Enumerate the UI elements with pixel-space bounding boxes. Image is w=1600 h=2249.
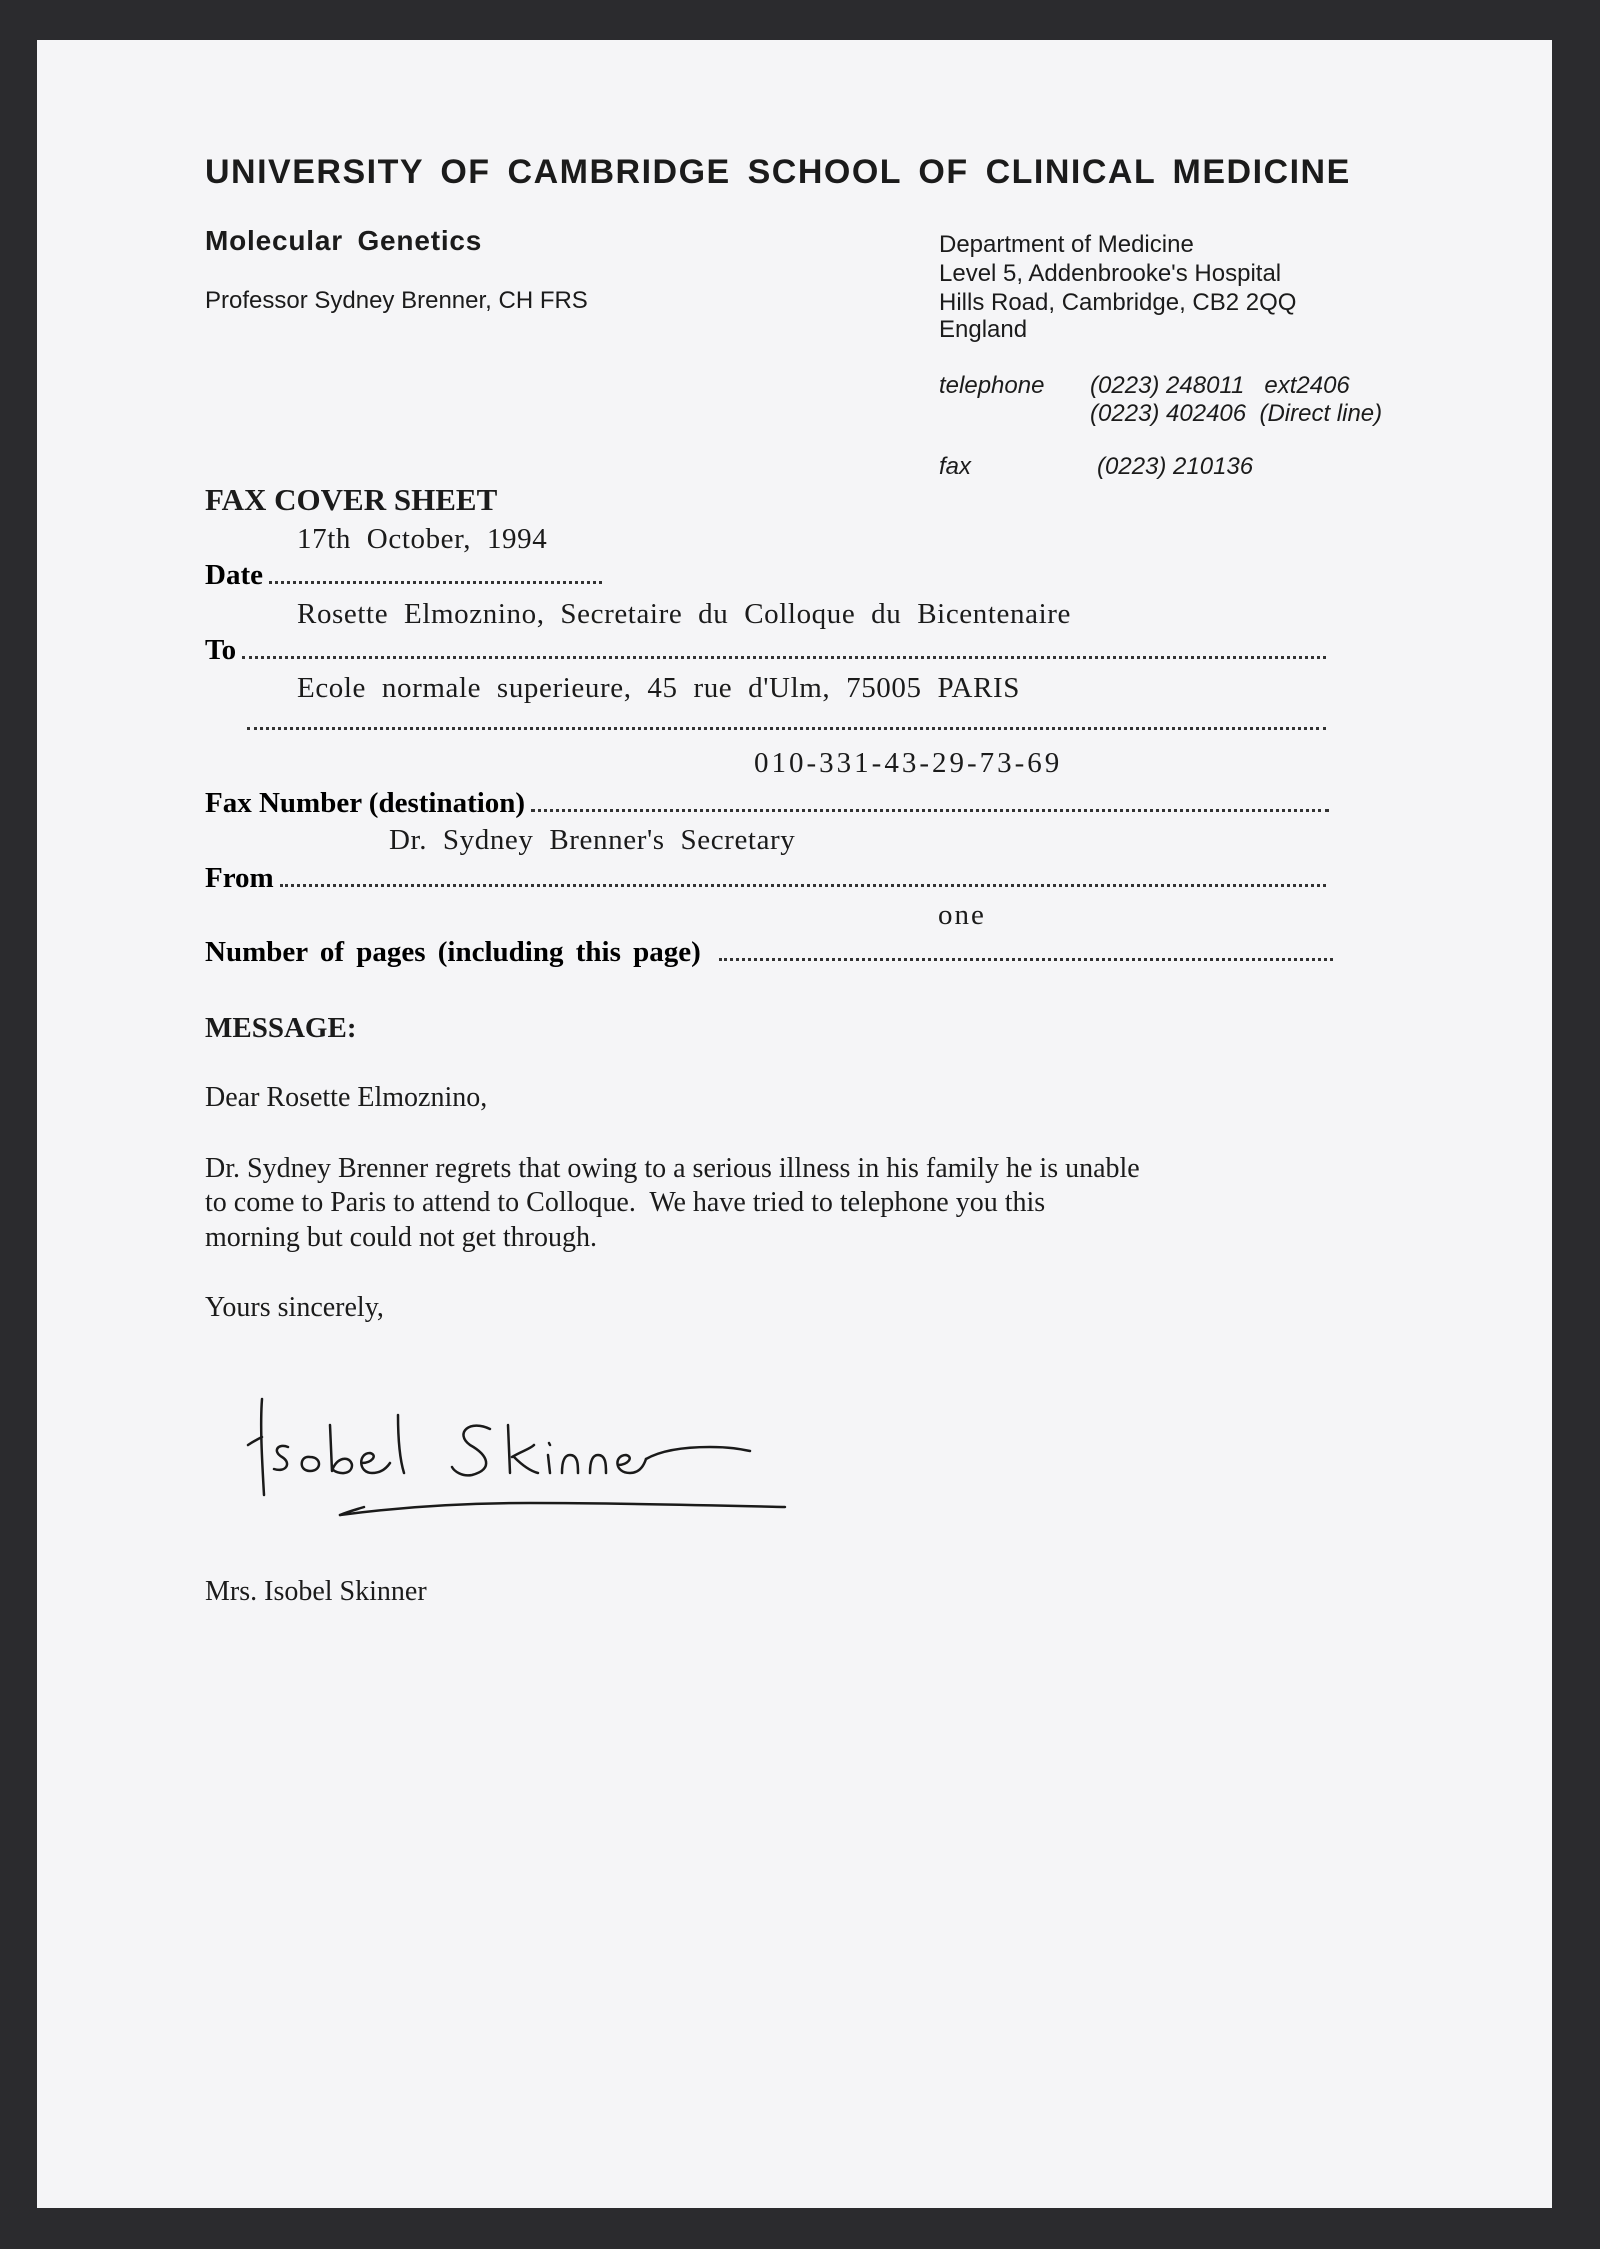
pages-value: one bbox=[938, 899, 986, 931]
dotted-line bbox=[531, 809, 1329, 812]
to-field bbox=[205, 635, 1326, 665]
to-label: To bbox=[205, 634, 237, 666]
fax-number: (0223) 210136 bbox=[1097, 453, 1254, 480]
date-value: 17th October, 1994 bbox=[297, 523, 548, 555]
to-address-value: Ecole normale superieure, 45 rue d'Ulm, 75005 PARIS bbox=[297, 672, 1020, 704]
unit-name: Molecular Genetics bbox=[205, 225, 483, 256]
message-line: morning but could not get through. bbox=[205, 1222, 597, 1253]
to-value: Rosette Elmoznino, Secretaire du Colloque du Bicentenaire bbox=[297, 598, 1071, 630]
fax-cover-sheet-page bbox=[37, 40, 1552, 2208]
message-line: Dr. Sydney Brenner regrets that owing to a serious illness in his family he is unable bbox=[205, 1153, 1140, 1184]
professor-name: Professor Sydney Brenner, CH FRS bbox=[205, 287, 588, 314]
dotted-line bbox=[247, 727, 1326, 730]
from-value: Dr. Sydney Brenner's Secretary bbox=[389, 824, 796, 856]
dotted-line bbox=[242, 656, 1326, 659]
dotted-line bbox=[280, 884, 1326, 887]
address-line: Department of Medicine bbox=[939, 231, 1194, 258]
salutation: Dear Rosette Elmoznino, bbox=[205, 1082, 488, 1113]
fax-number-field bbox=[205, 788, 1329, 818]
message-heading: MESSAGE: bbox=[205, 1012, 357, 1044]
address-line: Hills Road, Cambridge, CB2 2QQ bbox=[939, 289, 1297, 316]
telephone-direct-line: (0223) 402406 (Direct line) bbox=[1090, 400, 1383, 427]
address-line: Level 5, Addenbrooke's Hospital bbox=[939, 260, 1282, 287]
telephone-number: (0223) 248011 ext2406 bbox=[1090, 372, 1350, 399]
fax-label: fax bbox=[939, 453, 972, 480]
address-line: England bbox=[939, 316, 1028, 343]
institution-heading: UNIVERSITY OF CAMBRIDGE SCHOOL OF CLINICAL MEDICINE bbox=[205, 153, 1351, 191]
dotted-line bbox=[719, 958, 1333, 961]
form-title: FAX COVER SHEET bbox=[205, 482, 498, 517]
pages-label: Number of pages (including this page) bbox=[205, 936, 701, 968]
message-line: to come to Paris to attend to Colloque. We have tried to telephone you this bbox=[205, 1187, 1046, 1218]
date-label: Date bbox=[205, 559, 263, 591]
from-field bbox=[205, 863, 1326, 893]
fax-number-value: 010-331-43-29-73-69 bbox=[754, 747, 1063, 779]
closing: Yours sincerely, bbox=[205, 1292, 384, 1323]
date-field bbox=[205, 560, 602, 590]
telephone-label: telephone bbox=[939, 372, 1045, 399]
dotted-line bbox=[269, 581, 602, 584]
signatory-name: Mrs. Isobel Skinner bbox=[205, 1576, 427, 1607]
from-label: From bbox=[205, 862, 274, 894]
fax-number-label: Fax Number (destination) bbox=[205, 787, 526, 819]
pages-field bbox=[205, 937, 1333, 967]
handwritten-signature bbox=[240, 1385, 800, 1525]
